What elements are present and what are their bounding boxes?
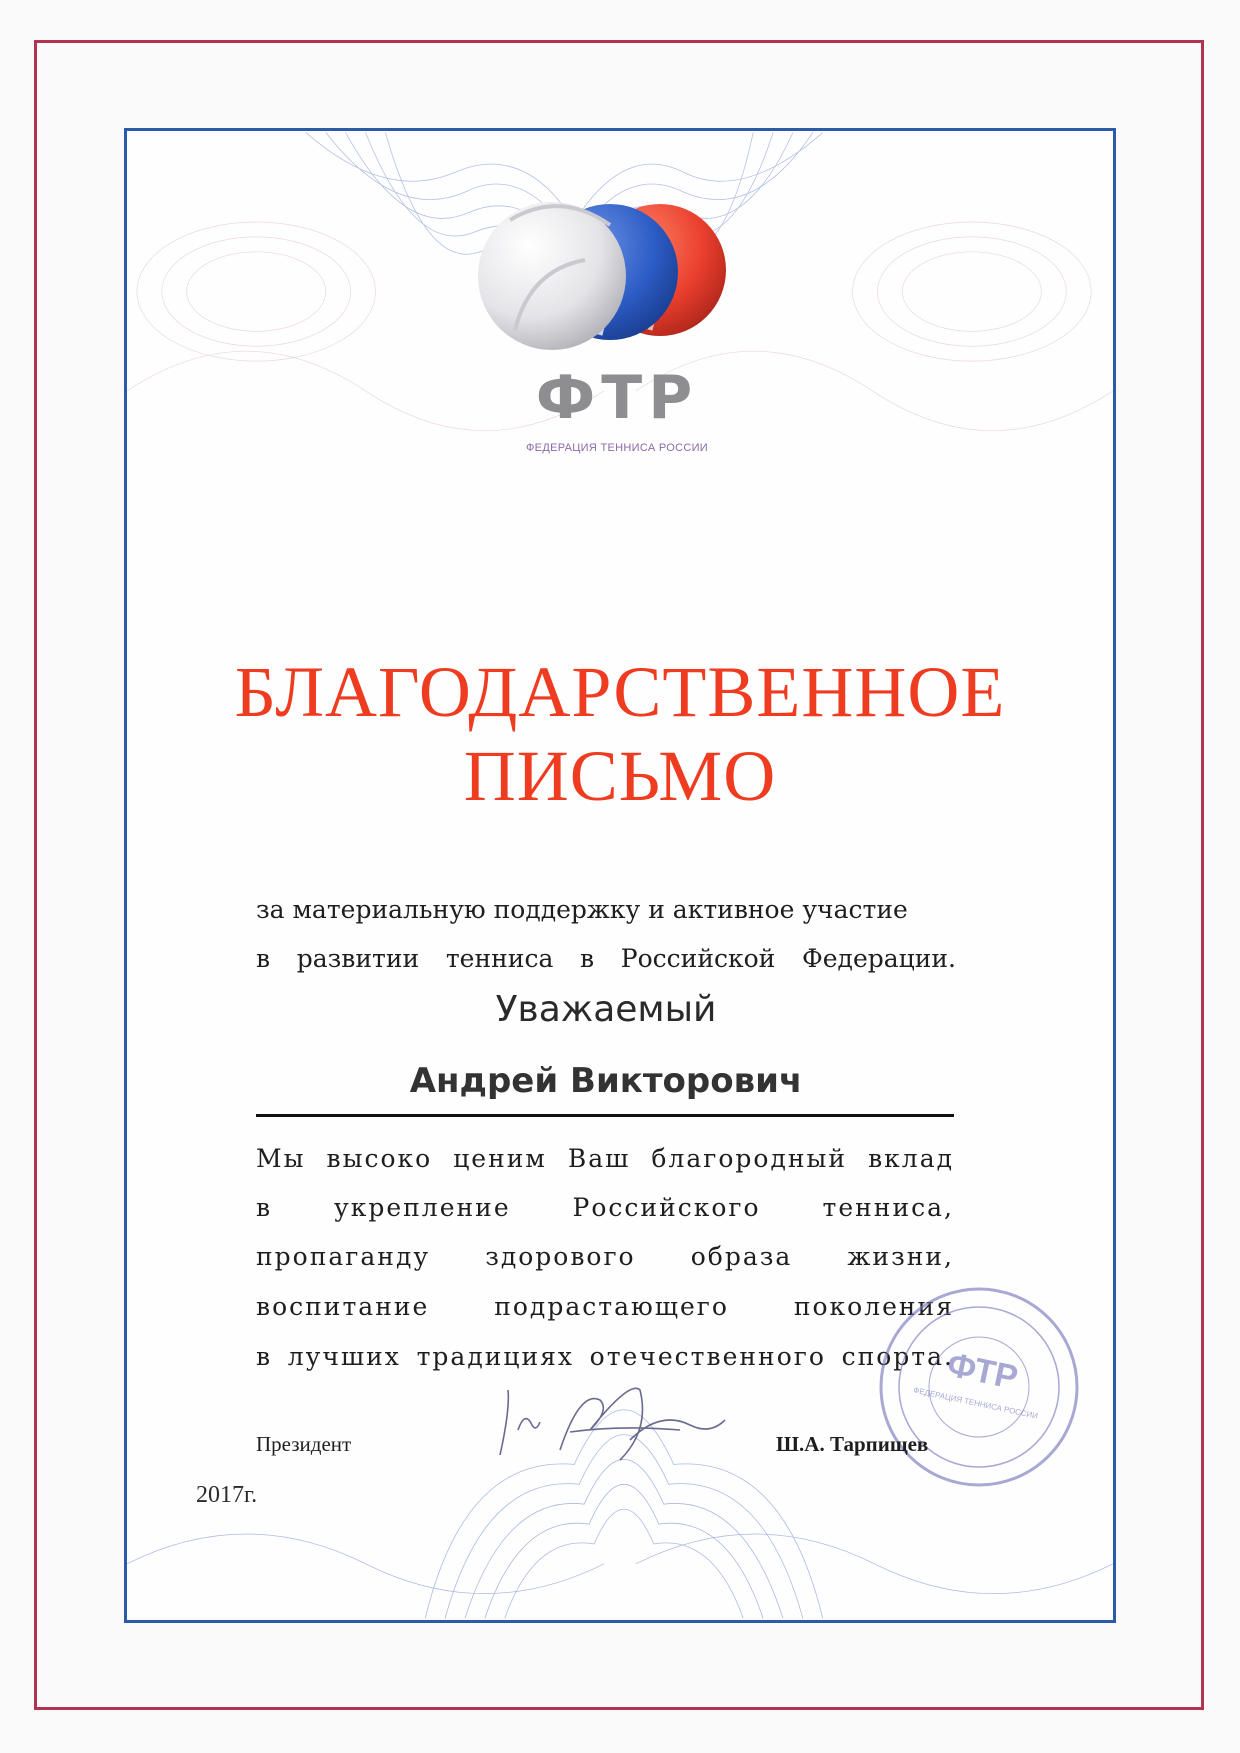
recipient-name: Андрей Викторович: [409, 1061, 803, 1101]
handwritten-signature: [490, 1370, 730, 1470]
lead-line-1: за материальную поддержку и активное участие: [256, 895, 908, 924]
official-stamp: [874, 1282, 1084, 1492]
federation-logo: [470, 180, 770, 460]
signer-role: Президент: [256, 1432, 352, 1456]
logo-abbreviation: ФТР: [535, 363, 699, 433]
body-line-1: Мы высоко ценим Ваш благородный вклад: [256, 1144, 954, 1173]
lead-line-2: в развитии тенниса в Российской Федерации.: [256, 944, 956, 973]
body-line-2: в укрепление Российского тенниса,: [256, 1193, 954, 1222]
body-line-3: пропаганду здорового образа жизни,: [256, 1242, 954, 1271]
svg-text:ФЕДЕРАЦИЯ ТЕННИСА РОССИИ: ФЕДЕРАЦИЯ ТЕННИСА РОССИИ: [912, 1385, 1039, 1421]
tennis-balls-icon: [470, 180, 770, 360]
signer-name: Ш.А. Тарпищев: [776, 1432, 929, 1456]
document-year: 2017г.: [196, 1482, 258, 1508]
logo-subtitle: ФЕДЕРАЦИЯ ТЕННИСА РОССИИ: [526, 442, 708, 454]
document-title-line1: БЛАГОДАРСТВЕННОЕ: [234, 652, 1006, 732]
svg-text:ФТР: ФТР: [943, 1345, 1022, 1398]
document-title-line2: ПИСЬМО: [463, 736, 777, 816]
salutation: Уважаемый: [495, 989, 717, 1030]
name-underline: [256, 1114, 954, 1117]
body-line-5: в лучших традициях отечественного спорта.: [256, 1342, 954, 1371]
body-line-4: воспитание подрастающего поколения: [256, 1292, 954, 1321]
